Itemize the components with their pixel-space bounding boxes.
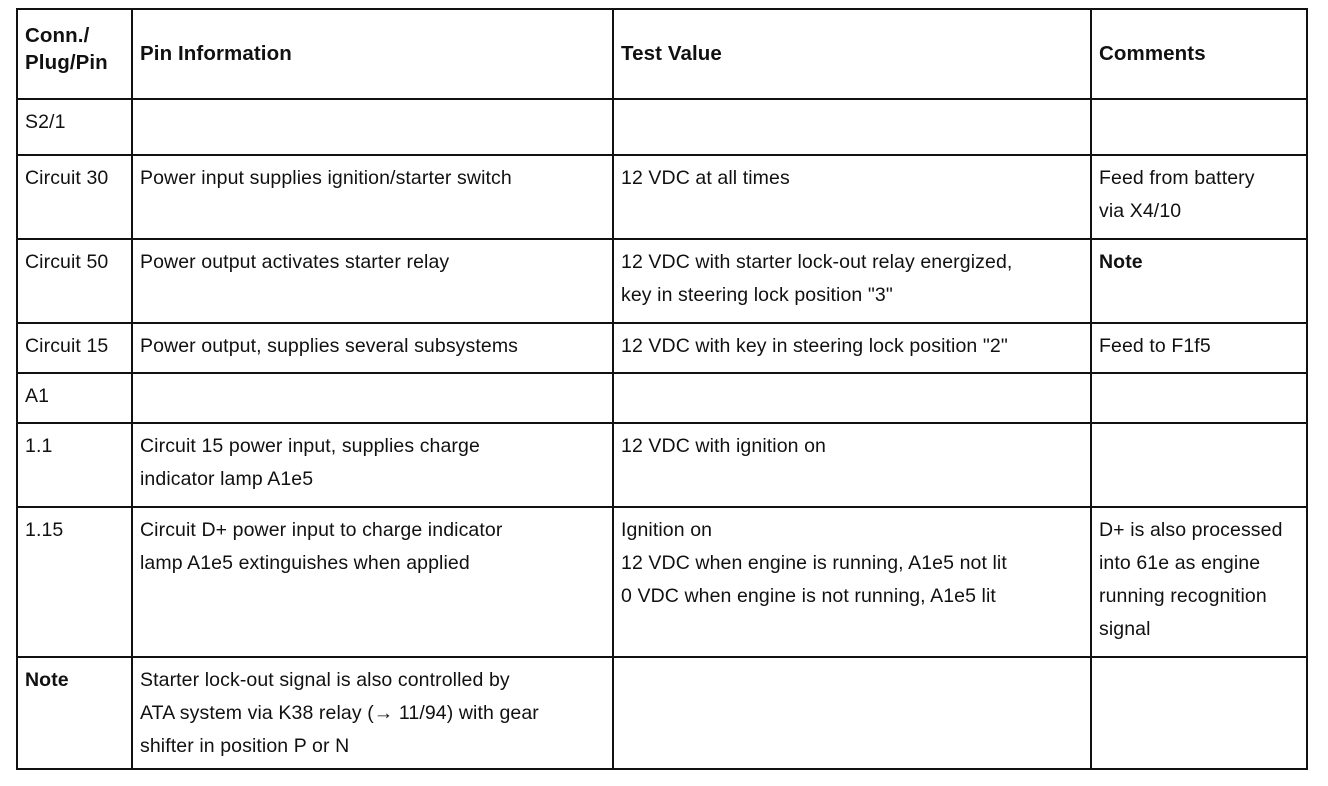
cell-conn: 1.1 — [17, 423, 132, 507]
table-row — [17, 323, 1307, 373]
table-row — [17, 373, 1307, 423]
table-row — [17, 99, 1307, 155]
header-pin-information: Pin Information — [132, 9, 613, 99]
cell-test-value — [613, 373, 1091, 423]
cell-test-value — [613, 657, 1091, 769]
cell-comments — [1091, 657, 1307, 769]
cell-pin-info: Circuit D+ power input to charge indicator lamp A1e5 extinguishes when applied — [132, 507, 613, 657]
cell-comments: D+ is also processed into 61e as engine running recognition signal — [1091, 507, 1307, 657]
cell-conn: A1 — [17, 373, 132, 423]
cell-pin-info — [132, 99, 613, 155]
cell-pin-info: Power output activates starter relay — [132, 239, 613, 323]
cell-conn: 1.15 — [17, 507, 132, 657]
cell-comments: Feed to F1f5 — [1091, 323, 1307, 373]
cell-pin-info: Starter lock-out signal is also controlled by ATA system via K38 relay (→ 11/94) with gear shifter in position P or N — [132, 657, 613, 769]
cell-comments — [1091, 423, 1307, 507]
cell-pin-info: Power output, supplies several subsystems — [132, 323, 613, 373]
table-header-row — [17, 9, 1307, 99]
header-comments: Comments — [1091, 9, 1307, 99]
table-row — [17, 423, 1307, 507]
cell-comments — [1091, 373, 1307, 423]
cell-pin-info: Power input supplies ignition/starter switch — [132, 155, 613, 239]
cell-conn: S2/1 — [17, 99, 132, 155]
cell-test-value: 12 VDC with starter lock-out relay energized, key in steering lock position "3" — [613, 239, 1091, 323]
cell-test-value: 12 VDC with key in steering lock position "2" — [613, 323, 1091, 373]
cell-comments — [1091, 99, 1307, 155]
cell-test-value: 12 VDC at all times — [613, 155, 1091, 239]
header-conn-plug-pin: Conn./ Plug/Pin — [17, 9, 132, 99]
header-test-value: Test Value — [613, 9, 1091, 99]
table-row-note — [17, 657, 1307, 769]
table-row — [17, 239, 1307, 323]
cell-conn: Circuit 50 — [17, 239, 132, 323]
cell-test-value: Ignition on 12 VDC when engine is running, A1e5 not lit 0 VDC when engine is not running, A1e5 lit — [613, 507, 1091, 657]
cell-test-value: 12 VDC with ignition on — [613, 423, 1091, 507]
cell-conn: Circuit 30 — [17, 155, 132, 239]
cell-comments-note: Note — [1091, 239, 1307, 323]
table-row — [17, 155, 1307, 239]
cell-conn: Circuit 15 — [17, 323, 132, 373]
cell-pin-info — [132, 373, 613, 423]
pin-test-table-sheet — [16, 8, 1308, 770]
cell-pin-info: Circuit 15 power input, supplies charge indicator lamp A1e5 — [132, 423, 613, 507]
pin-test-table — [16, 8, 1308, 770]
cell-comments: Feed from battery via X4/10 — [1091, 155, 1307, 239]
cell-test-value — [613, 99, 1091, 155]
table-row — [17, 507, 1307, 657]
cell-conn-note: Note — [17, 657, 132, 769]
